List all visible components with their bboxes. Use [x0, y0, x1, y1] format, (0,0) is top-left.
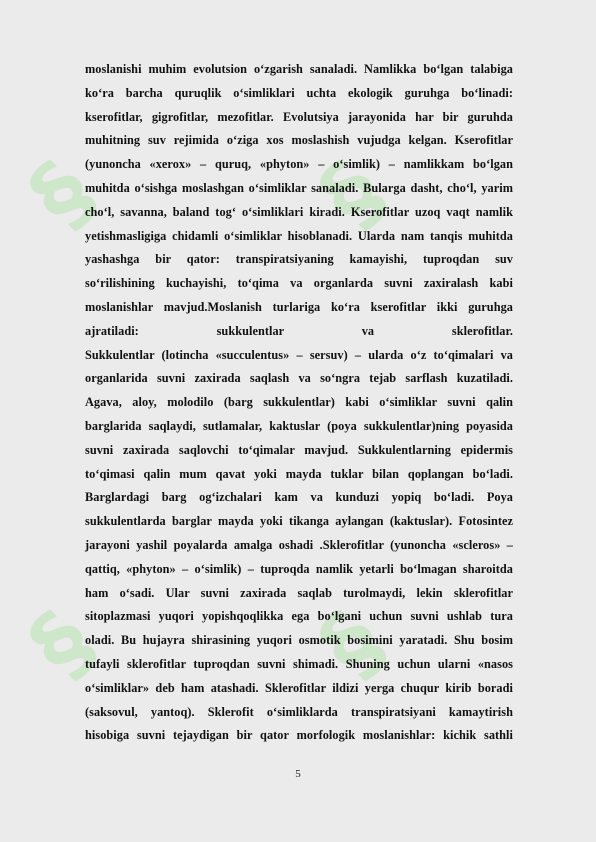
watermark-logo: §: [9, 591, 114, 696]
text-line: muhitda o‘sishga moslashgan o‘simliklar sanaladi. Bularga dasht, cho‘l, yarim: [85, 180, 513, 195]
text-line: oladi. Bu hujayra shirasining yuqori osmotik bosimini yaratadi. Shu bosim: [85, 633, 513, 648]
watermark-logo: §: [299, 141, 404, 246]
text-line: Agava, aloy, molodilo (barg sukkulentlar) kabi o‘simliklar suvni qalin: [85, 395, 513, 410]
text-line: muhitning suv rejimida o‘ziga xos moslashish vujudga kelgan. Kserofitlar: [85, 133, 513, 148]
text-line: (saksovul, yantoq). Sklerofit o‘simliklarda transpiratsiyani kamaytirish: [85, 704, 513, 719]
text-line: o‘simliklar» deb ham atashadi. Sklerofitlar ildizi yerga chuqur kirib boradi: [85, 680, 513, 695]
text-line: so‘rilishining kuchayishi, to‘qima va organlarda suvni zaxiralash kabi: [85, 276, 513, 291]
text-line: yetishmasligiga chidamli o‘simliklar hisoblanadi. Ularda nam tanqis muhitda: [85, 228, 513, 243]
text-line: ajratiladi: sukkulentlar va sklerofitlar.: [85, 323, 513, 338]
text-line: kserofitlar, gigrofitlar, mezofitlar. Evolutsiya jarayonida har bir guruhda: [85, 109, 513, 124]
text-line: moslanishlar mavjud.Moslanish turlariga ko‘ra kserofitlar ikki guruhga: [85, 299, 513, 314]
text-line: jarayoni yashil poyalarda amalga oshadi .Sklerofitlar (yunoncha «scleros» –: [85, 537, 513, 552]
text-line: moslanishi muhim evolutsion o‘zgarish sanaladi. Namlikka bo‘lgan talabiga: [85, 62, 513, 76]
text-line: hisobiga suvni tejaydigan bir qator morfologik moslanishlar: kichik sathli: [85, 728, 513, 743]
page-number: 5: [295, 768, 301, 780]
text-line: tufayli sklerofitlar tuproqdan suvni shimadi. Shuning uchun ularni «nasos: [85, 656, 513, 671]
text-line: (yunoncha «xerox» – quruq, «phyton» – o‘simlik) – namlikkam bo‘lgan: [85, 157, 513, 172]
text-line: sitoplazmasi yuqori yopishqoqlikka ega bo‘lgani uchun suvni ushlab tura: [85, 609, 513, 624]
watermark-logo: §: [9, 141, 114, 246]
text-line: Barglardagi barg og‘izchalari kam va kunduzi yopiq bo‘ladi. Poya: [85, 490, 513, 505]
text-line: ko‘ra barcha quruqlik o‘simliklari uchta ekologik guruhga bo‘linadi:: [85, 85, 513, 100]
body-text: [85, 58, 513, 748]
text-line: sukkulentlarda barglar mayda yoki tikanga aylangan (kaktuslar). Fotosintez: [85, 514, 513, 529]
text-line: cho‘l, savanna, baland tog‘ o‘simliklari kiradi. Kserofitlar uzoq vaqt namlik: [85, 204, 513, 219]
text-line: Sukkulentlar (lotincha «succulentus» – sersuv) – ularda o‘z to‘qimalari va: [85, 347, 513, 362]
text-line: qattiq, «phyton» – o‘simlik) – tuproqda namlik yetarli bo‘lmagan sharoitda: [85, 561, 513, 576]
text-line: ham o‘sadi. Ular suvni zaxirada saqlab turolmaydi, lekin sklerofitlar: [85, 585, 513, 600]
text-line: to‘qimasi qalin mum qavat yoki mayda tuklar bilan qoplangan bo‘ladi.: [85, 466, 513, 481]
text-line: organlarida suvni zaxirada saqlash va so‘ngra tejab sarflash kuzatiladi.: [85, 371, 513, 386]
text-line: yashashga bir qator: transpiratsiyaning kamayishi, tuproqdan suv: [85, 252, 513, 267]
watermark-logo: §: [299, 591, 404, 696]
text-line: barglarida saqlaydi, sutlamalar, kaktuslar (poya sukkulentlar)ning poyasida: [85, 418, 513, 433]
text-line: suvni zaxirada saqlovchi to‘qimalar mavjud. Sukkulentlarning epidermis: [85, 442, 513, 457]
